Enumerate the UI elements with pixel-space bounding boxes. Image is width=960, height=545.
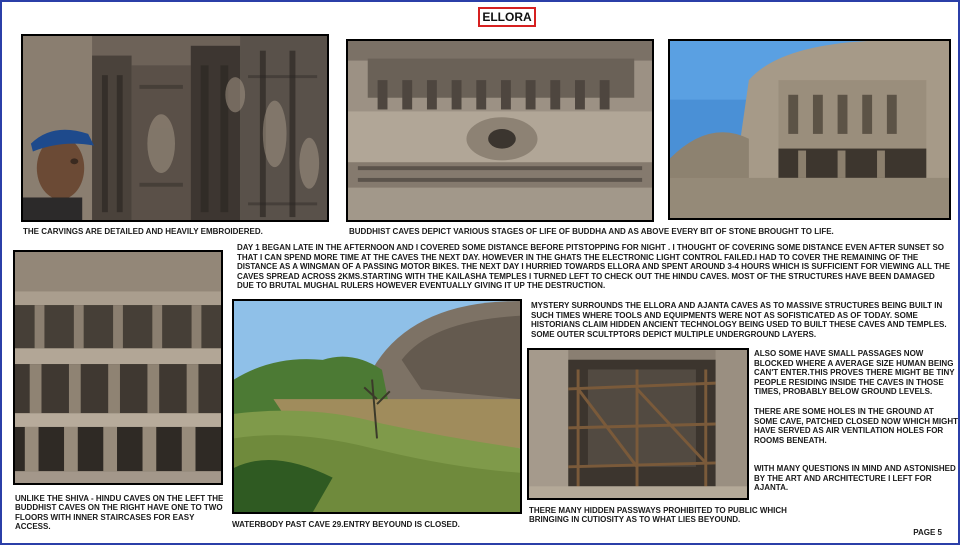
paragraph-passages: ALSO SOME HAVE SMALL PASSAGES NOW BLOCKED WHERE A AVERAGE SIZE HUMAN BEING CAN'T ENTER.THIS PROVES THERE MIGHT BE TINY PEOPLE RESIDING INSIDE THE CAVES IN THOSE TIMES, PROBABLY BELOW GROUND LEVELS. xyxy=(754,349,955,397)
paragraph-questions: WITH MANY QUESTIONS IN MIND AND ASTONISHED BY THE ART AND ARCHITECTURE I LEFT FOR AJANTA. xyxy=(754,464,956,493)
caption-shiva-hindu: UNLIKE THE SHIVA - HINDU CAVES ON THE LEFT THE BUDDHIST CAVES ON THE RIGHT HAVE ONE TO TWO FLOORS WITH INNER STAIRCASES FOR EASY ACCESS. xyxy=(15,494,224,532)
page-number: PAGE 5 xyxy=(913,528,942,537)
caption-waterbody: WATERBODY PAST CAVE 29.ENTRY BEYOUND IS CLOSED. xyxy=(232,520,460,529)
paragraph-day1: DAY 1 BEGAN LATE IN THE AFTERNOON AND I COVERED SOME DISTANCE BEFORE PITSTOPPING FOR NIGHT . I THOUGHT OF COVERING SOME DISTANCE EVEN AFTER SUNSET SO THAT I CAN SPEND MORE TIME AT THE CAVES THE NEXT DAY. HOWEVER IN THE GHATS THE ELECTRONIC LIGHT CONTROL FAILED.I HAD TO COVER THE REMAINING OF THE DISTANCE AS A WINGMAN OF A PASSING MOTOR BIKES. THE NEXT DAY I HURRIED TOWARDS ELLORA AND SPENT AROUND 3-4 HOURS WHICH IS SUFFICIENT FOR VIEWING ALL THE CAVES SPREAD ACROSS 2KMS.STARTING WITH THE KAILASHA TEMPLES I TURNED LEFT TO CHECK OUT THE HINDU CAVES. MOST OF THE STRUCTURES HAVE BEEN DAMAGED DUE TO BRUTAL MUGHAL RULERS HOWEVER EVENTUALLY GIVING IT UP THE DESTRUCTION. xyxy=(237,243,951,291)
caption-buddhist: BUDDHIST CAVES DEPICT VARIOUS STAGES OF LIFE OF BUDDHA AND AS ABOVE EVERY BIT OF STONE BROUGHT TO LIFE. xyxy=(349,227,834,236)
photo-carvings xyxy=(21,34,329,222)
photo-barred-passage xyxy=(527,348,749,500)
paragraph-holes: THERE ARE SOME HOLES IN THE GROUND AT SOME CAVE, PATCHED CLOSED NOW WHICH MIGHT HAVE SERVED AS AIR VENTILATION HOLES FOR ROOMS BENEATH. xyxy=(754,407,958,445)
photo-waterbody xyxy=(232,299,522,514)
photo-cliff-temple xyxy=(668,39,951,220)
photo-buddhist-facade xyxy=(346,39,654,222)
page-title: ELLORA xyxy=(478,7,536,27)
caption-carvings: THE CARVINGS ARE DETAILED AND HEAVILY EMBROIDERED. xyxy=(23,227,263,236)
photo-multi-floor-cave xyxy=(13,250,223,485)
paragraph-mystery: MYSTERY SURROUNDS THE ELLORA AND AJANTA CAVES AS TO MASSIVE STRUCTURES BEING BUILT IN SUCH TIMES WHERE TOOLS AND EQUIPMENTS WERE NOT AS SOFISTICATED AS OF TODAY. SOME HISTORIANS CLAIM HIDDEN ANCIENT TECHNOLOGY BEING USED TO BUILT THESE CAVES AND TEMPLES. SOME OUTER SCULTPTORS DEPICT MULTIPLE UNDERGROUND LAYERS. xyxy=(531,301,947,339)
caption-passways: THERE MANY HIDDEN PASSWAYS PROHIBITED TO PUBLIC WHICH BRINGING IN CUTIOSITY AS TO WHAT LIES BEYOUND. xyxy=(529,506,787,525)
